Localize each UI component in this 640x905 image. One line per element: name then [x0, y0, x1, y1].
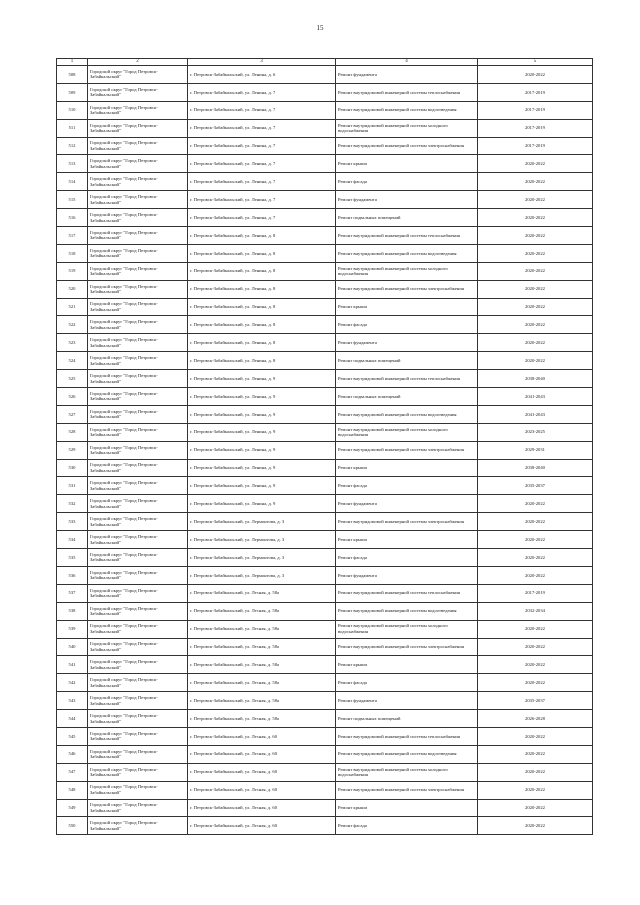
municipality-cell: Городской округ "Город Петровск-Забайкальский" — [88, 155, 188, 173]
table-row — [57, 316, 593, 334]
period-cell: 2020-2022 — [478, 549, 593, 567]
address-cell: г. Петровск-Забайкальский, ул. Лесная, д. 58а — [188, 602, 336, 620]
work-type-cell: Ремонт фундамента — [336, 334, 478, 352]
table-body — [57, 66, 593, 835]
address-cell: г. Петровск-Забайкальский, ул. Лесная, д. 58а — [188, 638, 336, 656]
period-cell: 2020-2022 — [478, 244, 593, 262]
address-cell: г. Петровск-Забайкальский, ул. Ленина, д. 6 — [188, 66, 336, 84]
work-type-cell: Ремонт крыши — [336, 531, 478, 549]
period-cell: 2020-2022 — [478, 280, 593, 298]
work-type-cell: Ремонт подвальных помещений — [336, 352, 478, 370]
period-cell: 2020-2022 — [478, 316, 593, 334]
municipality-cell: Городской округ "Город Петровск-Забайкальский" — [88, 781, 188, 799]
table-row — [57, 119, 593, 137]
column-header: 3 — [188, 59, 336, 66]
period-cell: 2038-2040 — [478, 459, 593, 477]
row-number: 543 — [57, 692, 88, 710]
table-row — [57, 441, 593, 459]
work-type-cell: Ремонт подвальных помещений — [336, 388, 478, 406]
table-row — [57, 66, 593, 84]
period-cell: 2023-2025 — [478, 423, 593, 441]
table-row — [57, 763, 593, 781]
period-cell: 2020-2022 — [478, 298, 593, 316]
row-number: 534 — [57, 531, 88, 549]
address-cell: г. Петровск-Забайкальский, ул. Ленина, д. 8 — [188, 298, 336, 316]
address-cell: г. Петровск-Забайкальский, ул. Ленина, д. 7 — [188, 173, 336, 191]
municipality-cell: Городской округ "Город Петровск-Забайкальский" — [88, 799, 188, 817]
municipality-cell: Городской округ "Город Петровск-Забайкальский" — [88, 405, 188, 423]
work-type-cell: Ремонт внутридомовой инженерной системы электроснабжения — [336, 280, 478, 298]
municipality-cell: Городской округ "Город Петровск-Забайкальский" — [88, 602, 188, 620]
row-number: 538 — [57, 602, 88, 620]
period-cell: 2017-2019 — [478, 101, 593, 119]
period-cell: 2020-2022 — [478, 155, 593, 173]
table-row — [57, 549, 593, 567]
period-cell: 2020-2022 — [478, 763, 593, 781]
table-row — [57, 280, 593, 298]
address-cell: г. Петровск-Забайкальский, ул. Ленина, д. 9 — [188, 441, 336, 459]
municipality-cell: Городской округ "Город Петровск-Забайкальский" — [88, 370, 188, 388]
row-number: 527 — [57, 405, 88, 423]
period-cell: 2020-2022 — [478, 191, 593, 209]
table-row — [57, 209, 593, 227]
work-type-cell: Ремонт внутридомовой инженерной системы водоотведения — [336, 745, 478, 763]
period-cell: 2020-2022 — [478, 227, 593, 245]
municipality-cell: Городской округ "Город Петровск-Забайкальский" — [88, 101, 188, 119]
address-cell: г. Петровск-Забайкальский, ул. Ленина, д. 7 — [188, 191, 336, 209]
table-row — [57, 531, 593, 549]
work-type-cell: Ремонт крыши — [336, 656, 478, 674]
address-cell: г. Петровск-Забайкальский, ул. Лесная, д. 58а — [188, 674, 336, 692]
row-number: 523 — [57, 334, 88, 352]
period-cell: 2020-2022 — [478, 638, 593, 656]
address-cell: г. Петровск-Забайкальский, ул. Ленина, д. 9 — [188, 370, 336, 388]
municipality-cell: Городской округ "Город Петровск-Забайкальский" — [88, 423, 188, 441]
address-cell: г. Петровск-Забайкальский, ул. Ленина, д. 9 — [188, 423, 336, 441]
municipality-cell: Городской округ "Город Петровск-Забайкальский" — [88, 513, 188, 531]
address-cell: г. Петровск-Забайкальский, ул. Ленина, д. 9 — [188, 495, 336, 513]
period-cell: 2020-2022 — [478, 817, 593, 835]
address-cell: г. Петровск-Забайкальский, ул. Ленина, д. 8 — [188, 334, 336, 352]
address-cell: г. Петровск-Забайкальский, ул. Лесная, д. 58а — [188, 656, 336, 674]
table-row — [57, 137, 593, 155]
row-number: 531 — [57, 477, 88, 495]
address-cell: г. Петровск-Забайкальский, ул. Ленина, д. 7 — [188, 155, 336, 173]
address-cell: г. Петровск-Забайкальский, ул. Ленина, д. 8 — [188, 316, 336, 334]
period-cell: 2017-2019 — [478, 137, 593, 155]
period-cell: 2020-2022 — [478, 209, 593, 227]
row-number: 515 — [57, 191, 88, 209]
work-type-cell: Ремонт внутридомовой инженерной системы электроснабжения — [336, 513, 478, 531]
address-cell: г. Петровск-Забайкальский, ул. Ленина, д. 9 — [188, 459, 336, 477]
repair-schedule-table — [56, 58, 593, 835]
period-cell: 2020-2022 — [478, 262, 593, 280]
row-number: 512 — [57, 137, 88, 155]
period-cell: 2029-2031 — [478, 441, 593, 459]
municipality-cell: Городской округ "Город Петровск-Забайкальский" — [88, 620, 188, 638]
address-cell: г. Петровск-Забайкальский, ул. Ленина, д. 7 — [188, 119, 336, 137]
municipality-cell: Городской округ "Город Петровск-Забайкальский" — [88, 441, 188, 459]
work-type-cell: Ремонт внутридомовой инженерной системы электроснабжения — [336, 781, 478, 799]
row-number: 545 — [57, 727, 88, 745]
address-cell: г. Петровск-Забайкальский, ул. Лермонтова, д. 3 — [188, 531, 336, 549]
municipality-cell: Городской округ "Город Петровск-Забайкальский" — [88, 674, 188, 692]
table-row — [57, 334, 593, 352]
table-row — [57, 83, 593, 101]
address-cell: г. Петровск-Забайкальский, ул. Ленина, д. 7 — [188, 137, 336, 155]
row-number: 535 — [57, 549, 88, 567]
table-row — [57, 173, 593, 191]
row-number: 509 — [57, 83, 88, 101]
municipality-cell: Городской округ "Город Петровск-Забайкальский" — [88, 477, 188, 495]
period-cell: 2020-2022 — [478, 495, 593, 513]
row-number: 530 — [57, 459, 88, 477]
work-type-cell: Ремонт внутридомовой инженерной системы электроснабжения — [336, 441, 478, 459]
row-number: 526 — [57, 388, 88, 406]
table-row — [57, 495, 593, 513]
work-type-cell: Ремонт подвальных помещений — [336, 209, 478, 227]
table-row — [57, 191, 593, 209]
table-row — [57, 584, 593, 602]
period-cell: 2020-2022 — [478, 352, 593, 370]
period-cell: 2020-2022 — [478, 727, 593, 745]
table-row — [57, 155, 593, 173]
municipality-cell: Городской округ "Город Петровск-Забайкальский" — [88, 817, 188, 835]
work-type-cell: Ремонт фундамента — [336, 66, 478, 84]
period-cell: 2017-2019 — [478, 83, 593, 101]
work-type-cell: Ремонт подвальных помещений — [336, 710, 478, 728]
work-type-cell: Ремонт внутридомовой инженерной системы электроснабжения — [336, 638, 478, 656]
row-number: 517 — [57, 227, 88, 245]
table-row — [57, 352, 593, 370]
column-header: 5 — [478, 59, 593, 66]
period-cell: 2017-2019 — [478, 584, 593, 602]
address-cell: г. Петровск-Забайкальский, ул. Лесная, д. 58а — [188, 710, 336, 728]
period-cell: 2020-2022 — [478, 781, 593, 799]
municipality-cell: Городской округ "Город Петровск-Забайкальский" — [88, 298, 188, 316]
period-cell: 2035-2037 — [478, 692, 593, 710]
row-number: 547 — [57, 763, 88, 781]
row-number: 540 — [57, 638, 88, 656]
address-cell: г. Петровск-Забайкальский, ул. Лесная, д. 60 — [188, 799, 336, 817]
work-type-cell: Ремонт фасада — [336, 477, 478, 495]
row-number: 518 — [57, 244, 88, 262]
period-cell: 2020-2022 — [478, 173, 593, 191]
municipality-cell: Городской округ "Город Петровск-Забайкальский" — [88, 280, 188, 298]
row-number: 541 — [57, 656, 88, 674]
address-cell: г. Петровск-Забайкальский, ул. Лесная, д. 58а — [188, 584, 336, 602]
row-number: 550 — [57, 817, 88, 835]
period-cell: 2020-2022 — [478, 531, 593, 549]
table-row — [57, 602, 593, 620]
column-header: 4 — [336, 59, 478, 66]
table-row — [57, 262, 593, 280]
municipality-cell: Городской округ "Город Петровск-Забайкальский" — [88, 549, 188, 567]
address-cell: г. Петровск-Забайкальский, ул. Ленина, д. 8 — [188, 227, 336, 245]
municipality-cell: Городской округ "Город Петровск-Забайкальский" — [88, 531, 188, 549]
table-row — [57, 745, 593, 763]
row-number: 533 — [57, 513, 88, 531]
table-row — [57, 638, 593, 656]
table-row — [57, 244, 593, 262]
municipality-cell: Городской округ "Город Петровск-Забайкальский" — [88, 763, 188, 781]
row-number: 532 — [57, 495, 88, 513]
address-cell: г. Петровск-Забайкальский, ул. Ленина, д. 8 — [188, 244, 336, 262]
address-cell: г. Петровск-Забайкальский, ул. Ленина, д. 7 — [188, 83, 336, 101]
municipality-cell: Городской округ "Город Петровск-Забайкальский" — [88, 727, 188, 745]
work-type-cell: Ремонт внутридомовой инженерной системы водоотведения — [336, 405, 478, 423]
work-type-cell: Ремонт внутридомовой инженерной системы холодного водоснабжения — [336, 262, 478, 280]
row-number: 511 — [57, 119, 88, 137]
row-number: 521 — [57, 298, 88, 316]
address-cell: г. Петровск-Забайкальский, ул. Лесная, д. 58а — [188, 620, 336, 638]
row-number: 542 — [57, 674, 88, 692]
municipality-cell: Городской округ "Город Петровск-Забайкальский" — [88, 352, 188, 370]
row-number: 539 — [57, 620, 88, 638]
address-cell: г. Петровск-Забайкальский, ул. Лесная, д. 60 — [188, 817, 336, 835]
address-cell: г. Петровск-Забайкальский, ул. Лермонтова, д. 3 — [188, 513, 336, 531]
work-type-cell: Ремонт фасада — [336, 817, 478, 835]
period-cell: 2020-2022 — [478, 745, 593, 763]
period-cell: 2020-2022 — [478, 799, 593, 817]
table-row — [57, 727, 593, 745]
table-row — [57, 298, 593, 316]
table-row — [57, 656, 593, 674]
work-type-cell: Ремонт фундамента — [336, 692, 478, 710]
municipality-cell: Городской округ "Город Петровск-Забайкальский" — [88, 566, 188, 584]
period-cell: 2035-2037 — [478, 477, 593, 495]
municipality-cell: Городской округ "Город Петровск-Забайкальский" — [88, 495, 188, 513]
work-type-cell: Ремонт внутридомовой инженерной системы холодного водоснабжения — [336, 119, 478, 137]
municipality-cell: Городской округ "Город Петровск-Забайкальский" — [88, 388, 188, 406]
address-cell: г. Петровск-Забайкальский, ул. Ленина, д. 9 — [188, 477, 336, 495]
table-row — [57, 459, 593, 477]
row-number: 514 — [57, 173, 88, 191]
address-cell: г. Петровск-Забайкальский, ул. Лесная, д. 60 — [188, 745, 336, 763]
period-cell: 2032-2034 — [478, 602, 593, 620]
row-number: 549 — [57, 799, 88, 817]
row-number: 513 — [57, 155, 88, 173]
work-type-cell: Ремонт внутридомовой инженерной системы электроснабжения — [336, 137, 478, 155]
municipality-cell: Городской округ "Город Петровск-Забайкальский" — [88, 638, 188, 656]
table-header-row — [57, 59, 593, 66]
work-type-cell: Ремонт фасада — [336, 316, 478, 334]
municipality-cell: Городской округ "Город Петровск-Забайкальский" — [88, 209, 188, 227]
row-number: 508 — [57, 66, 88, 84]
row-number: 519 — [57, 262, 88, 280]
period-cell: 2020-2022 — [478, 566, 593, 584]
municipality-cell: Городской округ "Город Петровск-Забайкальский" — [88, 710, 188, 728]
work-type-cell: Ремонт внутридомовой инженерной системы водоотведения — [336, 101, 478, 119]
address-cell: г. Петровск-Забайкальский, ул. Ленина, д. 7 — [188, 101, 336, 119]
row-number: 525 — [57, 370, 88, 388]
work-type-cell: Ремонт внутридомовой инженерной системы теплоснабжения — [336, 83, 478, 101]
address-cell: г. Петровск-Забайкальский, ул. Лесная, д. 58а — [188, 692, 336, 710]
municipality-cell: Городской округ "Город Петровск-Забайкальский" — [88, 173, 188, 191]
period-cell: 2020-2022 — [478, 656, 593, 674]
work-type-cell: Ремонт фундамента — [336, 191, 478, 209]
municipality-cell: Городской округ "Город Петровск-Забайкальский" — [88, 316, 188, 334]
address-cell: г. Петровск-Забайкальский, ул. Лермонтова, д. 3 — [188, 549, 336, 567]
row-number: 536 — [57, 566, 88, 584]
municipality-cell: Городской округ "Город Петровск-Забайкальский" — [88, 656, 188, 674]
municipality-cell: Городской округ "Город Петровск-Забайкальский" — [88, 83, 188, 101]
row-number: 548 — [57, 781, 88, 799]
municipality-cell: Городской округ "Город Петровск-Забайкальский" — [88, 227, 188, 245]
row-number: 510 — [57, 101, 88, 119]
period-cell: 2038-2040 — [478, 370, 593, 388]
table-row — [57, 817, 593, 835]
table-row — [57, 513, 593, 531]
row-number: 528 — [57, 423, 88, 441]
address-cell: г. Петровск-Забайкальский, ул. Лермонтова, д. 3 — [188, 566, 336, 584]
table-row — [57, 692, 593, 710]
table-row — [57, 799, 593, 817]
address-cell: г. Петровск-Забайкальский, ул. Ленина, д. 8 — [188, 280, 336, 298]
municipality-cell: Городской округ "Город Петровск-Забайкальский" — [88, 66, 188, 84]
work-type-cell: Ремонт крыши — [336, 298, 478, 316]
row-number: 520 — [57, 280, 88, 298]
table-row — [57, 101, 593, 119]
row-number: 544 — [57, 710, 88, 728]
table-row — [57, 477, 593, 495]
row-number: 522 — [57, 316, 88, 334]
municipality-cell: Городской округ "Город Петровск-Забайкальский" — [88, 334, 188, 352]
table-row — [57, 423, 593, 441]
address-cell: г. Петровск-Забайкальский, ул. Лесная, д. 60 — [188, 763, 336, 781]
row-number: 516 — [57, 209, 88, 227]
period-cell: 2020-2022 — [478, 674, 593, 692]
table-row — [57, 370, 593, 388]
work-type-cell: Ремонт фасада — [336, 173, 478, 191]
period-cell: 2020-2022 — [478, 334, 593, 352]
address-cell: г. Петровск-Забайкальский, ул. Ленина, д. 9 — [188, 388, 336, 406]
municipality-cell: Городской округ "Город Петровск-Забайкальский" — [88, 745, 188, 763]
municipality-cell: Городской округ "Город Петровск-Забайкальский" — [88, 119, 188, 137]
address-cell: г. Петровск-Забайкальский, ул. Ленина, д. 8 — [188, 352, 336, 370]
table-row — [57, 227, 593, 245]
row-number: 537 — [57, 584, 88, 602]
work-type-cell: Ремонт крыши — [336, 155, 478, 173]
column-header: 1 — [57, 59, 88, 66]
municipality-cell: Городской округ "Город Петровск-Забайкальский" — [88, 459, 188, 477]
municipality-cell: Городской округ "Город Петровск-Забайкальский" — [88, 262, 188, 280]
work-type-cell: Ремонт внутридомовой инженерной системы теплоснабжения — [336, 584, 478, 602]
municipality-cell: Городской округ "Город Петровск-Забайкальский" — [88, 137, 188, 155]
work-type-cell: Ремонт фасада — [336, 549, 478, 567]
period-cell: 2017-2019 — [478, 119, 593, 137]
municipality-cell: Городской округ "Город Петровск-Забайкальский" — [88, 584, 188, 602]
work-type-cell: Ремонт фундамента — [336, 566, 478, 584]
work-type-cell: Ремонт фасада — [336, 674, 478, 692]
municipality-cell: Городской округ "Город Петровск-Забайкальский" — [88, 692, 188, 710]
table-row — [57, 710, 593, 728]
table-row — [57, 388, 593, 406]
work-type-cell: Ремонт внутридомовой инженерной системы теплоснабжения — [336, 370, 478, 388]
municipality-cell: Городской округ "Город Петровск-Забайкальский" — [88, 244, 188, 262]
work-type-cell: Ремонт внутридомовой инженерной системы холодного водоснабжения — [336, 763, 478, 781]
address-cell: г. Петровск-Забайкальский, ул. Ленина, д. 9 — [188, 405, 336, 423]
work-type-cell: Ремонт внутридомовой инженерной системы холодного водоснабжения — [336, 423, 478, 441]
work-type-cell: Ремонт внутридомовой инженерной системы водоотведения — [336, 602, 478, 620]
work-type-cell: Ремонт крыши — [336, 459, 478, 477]
column-header: 2 — [88, 59, 188, 66]
work-type-cell: Ремонт крыши — [336, 799, 478, 817]
period-cell: 2020-2022 — [478, 66, 593, 84]
table-row — [57, 620, 593, 638]
work-type-cell: Ремонт внутридомовой инженерной системы теплоснабжения — [336, 727, 478, 745]
address-cell: г. Петровск-Забайкальский, ул. Лесная, д. 60 — [188, 727, 336, 745]
page-number: 15 — [316, 24, 324, 32]
work-type-cell: Ремонт внутридомовой инженерной системы холодного водоснабжения — [336, 620, 478, 638]
work-type-cell: Ремонт внутридомовой инженерной системы водоотведения — [336, 244, 478, 262]
period-cell: 2041-2043 — [478, 405, 593, 423]
municipality-cell: Городской округ "Город Петровск-Забайкальский" — [88, 191, 188, 209]
work-type-cell: Ремонт внутридомовой инженерной системы теплоснабжения — [336, 227, 478, 245]
row-number: 524 — [57, 352, 88, 370]
period-cell: 2020-2022 — [478, 620, 593, 638]
period-cell: 2026-2028 — [478, 710, 593, 728]
period-cell: 2020-2022 — [478, 513, 593, 531]
address-cell: г. Петровск-Забайкальский, ул. Ленина, д. 7 — [188, 209, 336, 227]
row-number: 529 — [57, 441, 88, 459]
table-row — [57, 674, 593, 692]
table-row — [57, 781, 593, 799]
period-cell: 2041-2043 — [478, 388, 593, 406]
address-cell: г. Петровск-Забайкальский, ул. Лесная, д. 60 — [188, 781, 336, 799]
work-type-cell: Ремонт фундамента — [336, 495, 478, 513]
table-row — [57, 566, 593, 584]
table-row — [57, 405, 593, 423]
row-number: 546 — [57, 745, 88, 763]
address-cell: г. Петровск-Забайкальский, ул. Ленина, д. 8 — [188, 262, 336, 280]
